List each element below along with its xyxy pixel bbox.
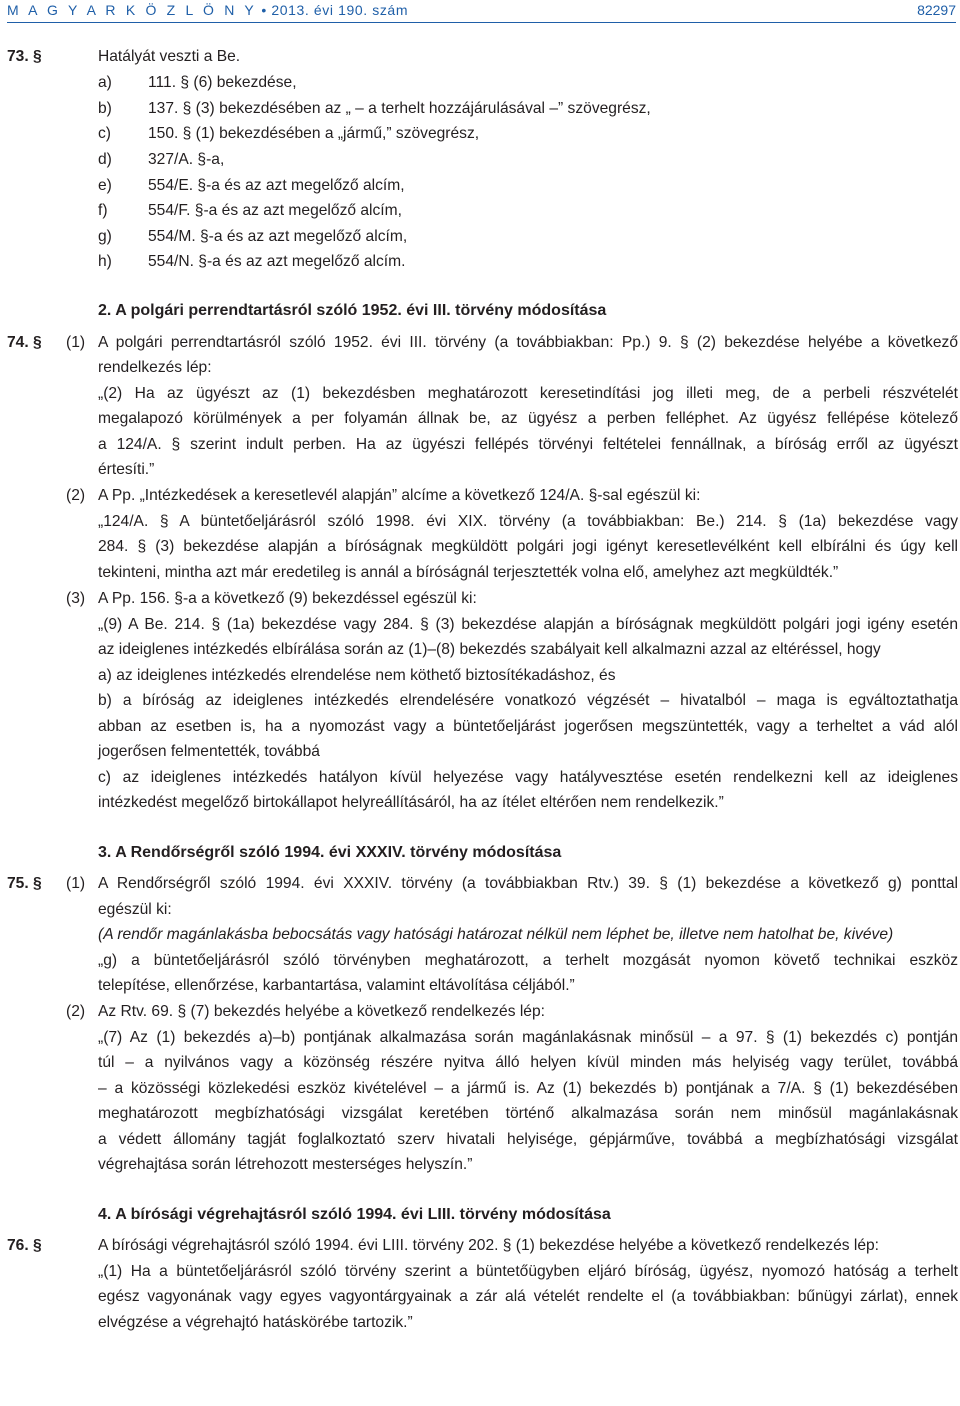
journal-title: M A G Y A R K Ö Z L Ö N Y [7, 2, 257, 18]
item-letter-d: d) [98, 151, 112, 168]
section-76-number: 76. § [7, 1237, 42, 1254]
item-text-g: 554/M. §-a és az azt megelőző alcím, [148, 228, 408, 245]
section-75-number: 75. § [7, 875, 42, 892]
s74-p2-quote2: 284. § (3) bekezdése alapján a bíróságnak megküldött polgári jogi igényt keresetlevélként kell elbírálni és úgy kell [98, 538, 958, 555]
s76-quote1: „(1) Ha a büntetőeljárásról szóló törvény szerint a büntetőügyben eljáró bíróság, ügyész, nyomozó hatóság a terhelt [98, 1263, 958, 1280]
page-header [7, 0, 956, 23]
s74-p1-quote3: a 124/A. § szerint indult perben. Ha az ügyészi fellépés törvényi feltételei fennállnak, a bíróság erről az ügyészt [98, 436, 958, 453]
item-text-h: 554/N. §-a és az azt megelőző alcím. [148, 253, 406, 270]
paragraph-label-74-3: (3) [66, 590, 86, 607]
item-letter-c: c) [98, 125, 111, 142]
chapter-heading-2: 2. A polgári perrendtartásról szóló 1952. évi III. törvény módosítása [98, 302, 607, 319]
item-text-f: 554/F. §-a és az azt megelőző alcím, [148, 202, 402, 219]
chapter-heading-4: 4. A bírósági végrehajtásról szóló 1994. évi LIII. törvény módosítása [98, 1206, 611, 1223]
s74-p1-quote1: „(2) Ha az ügyészt az (1) bekezdésben meghatározott keresetindítási jog illeti meg, de a perbeli részvételét [98, 385, 958, 402]
s75-p2-quote1: „(7) Az (1) bekezdés a)–b) pontjának alkalmazása során magánlakásnak minősül – a 97. § (1) bekezdés c) pontján [98, 1029, 958, 1046]
s75-p1-quote2: telepítése, ellenőrzése, karbantartása, valamint eltávolítása céljából.” [98, 977, 575, 994]
s74-p3-quote2: az ideiglenes intézkedés elbírálása során az (1)–(8) bekezdés szabályait kell alkalmazni azzal az eltéréssel, hogy [98, 641, 881, 658]
s76-quote2: egész vagyonának vagy egyes vagyontárgyainak a zár alá vételét rendelte el (a továbbiakban: bűnügyi zárlat), ennek [98, 1288, 958, 1305]
item-letter-b: b) [98, 100, 112, 117]
item-text-b: 137. § (3) bekezdésében az „ – a terhelt hozzájárulásával –” szövegrész, [148, 100, 651, 117]
s75-p2-quote3: – a közösségi közlekedési eszköz kivételével – a jármű is. Az (1) bekezdés b) pontjának a 7/A. § (1) bekezdésében [98, 1080, 958, 1097]
item-text-a: 111. § (6) bekezdése, [148, 74, 297, 91]
section-73-intro: Hatályát veszti a Be. [98, 48, 241, 65]
paragraph-label-74-1: (1) [66, 334, 86, 351]
paragraph-label-74-2: (2) [66, 487, 86, 504]
header-journal-issue [7, 2, 408, 18]
s75-p2-quote2: túl – a nyilvános vagy a közönség részére nyitva álló helyen kívül minden más helyiség vagy terület, továbbá [98, 1054, 958, 1071]
s76-line1: A bírósági végrehajtásról szóló 1994. évi LIII. törvény 202. § (1) bekezdése helyébe a következő rendelkezés lép: [98, 1237, 880, 1254]
item-letter-e: e) [98, 177, 112, 194]
item-letter-g: g) [98, 228, 112, 245]
s74-p1-line2: rendelkezés lép: [98, 359, 212, 376]
item-text-d: 327/A. §-a, [148, 151, 225, 168]
s74-p1-quote2: megalapozó körülmények a per folyamán állnak be, az ügyész a perben felléphet. Az ügyész fellépése kötelező [98, 410, 958, 427]
s75-p1-line2: egészül ki: [98, 901, 172, 918]
chapter-heading-3: 3. A Rendőrségről szóló 1994. évi XXXIV. törvény módosítása [98, 844, 562, 861]
s75-p1-line1: A Rendőrségről szóló 1994. évi XXXIV. törvény (a továbbiakban Rtv.) 39. § (1) bekezdése a következő g) ponttal [98, 875, 958, 892]
item-letter-h: h) [98, 253, 112, 270]
s74-p3-quote7: c) az ideiglenes intézkedés hatályon kívül helyezése vagy hatályvesztése esetén rendelkezni kell az ideiglenes [98, 769, 958, 786]
paragraph-label-75-1: (1) [66, 875, 86, 892]
issue-label: • 2013. évi 190. szám [261, 2, 409, 18]
section-73-number: 73. § [7, 48, 42, 65]
s75-p2-line1: Az Rtv. 69. § (7) bekezdés helyébe a következő rendelkezés lép: [98, 1003, 545, 1020]
s74-p3-quote3: a) az ideiglenes intézkedés elrendelése nem köthető biztosítékadáshoz, és [98, 667, 616, 684]
s74-p2-quote3: tekinteni, mintha azt már eredetileg is annál a bíróságnál terjesztették volna elő, amelyhez azt megküldték.” [98, 564, 839, 581]
s74-p3-quote4: b) a bíróság az ideiglenes intézkedés elrendelésére vonatkozó végzését – hivatalból – maga is egváltoztathatja [98, 692, 958, 709]
page-number: 82297 [917, 2, 956, 18]
s74-p3-line1: A Pp. 156. §-a a következő (9) bekezdéssel egészül ki: [98, 590, 477, 607]
s74-p1-quote4: értesíti.” [98, 461, 155, 478]
s74-p3-quote8: intézkedést megelőző birtokállapot helyreállításáról, ha az ítélet eltérően nem rendelkezik.” [98, 794, 724, 811]
s75-p2-quote5: a védett állomány tagját foglalkoztató szerv hivatali helyisége, gépjárműve, továbbá a megbízhatósági vizsgálat [98, 1131, 958, 1148]
paragraph-label-75-2: (2) [66, 1003, 86, 1020]
s74-p2-quote1: „124/A. § A büntetőeljárásról szóló 1998. évi XIX. törvény (a továbbiakban: Be.) 214. § (1a) bekezdése vagy [98, 513, 958, 530]
s75-p2-quote6: végrehajtása során létrehozott mesterséges helyszín.” [98, 1156, 473, 1173]
item-text-c: 150. § (1) bekezdésében a „jármű,” szövegrész, [148, 125, 480, 142]
s75-p2-quote4: meghatározott megbízhatósági vizsgálat keretében történő alkalmazása során nem minősül magánlakásnak [98, 1105, 958, 1122]
s74-p3-quote5: abban az esetben is, ha a nyomozást vagy a büntetőeljárást jogerősen megszüntették, vagy a terheltet a vád alól [98, 718, 958, 735]
s75-p1-italic-context: (A rendőr magánlakásba bebocsátás vagy hatósági határozat nélkül nem léphet be, illetve nem hatolhat be, kivéve) [98, 926, 894, 943]
s74-p3-quote6: jogerősen felmentették, továbbá [98, 743, 320, 760]
section-74-number: 74. § [7, 334, 42, 351]
item-letter-f: f) [98, 202, 108, 219]
item-letter-a: a) [98, 74, 112, 91]
item-text-e: 554/E. §-a és az azt megelőző alcím, [148, 177, 405, 194]
s74-p1-line1: A polgári perrendtartásról szóló 1952. évi III. törvény (a továbbiakban: Pp.) 9. § (2) bekezdése helyébe a következő [98, 334, 958, 351]
s74-p2-line1: A Pp. „Intézkedések a keresetlevél alapján” alcíme a következő 124/A. §-sal egészül ki: [98, 487, 701, 504]
s76-quote3: elvégzése a végrehajtó hatáskörébe tartozik.” [98, 1314, 413, 1331]
s74-p3-quote1: „(9) A Be. 214. § (1a) bekezdése vagy 284. § (3) bekezdése alapján a bíróságnak megküldött polgári jogi igény esetén [98, 616, 958, 633]
s75-p1-quote1: „g) a büntetőeljárásról szóló törvényben meghatározott, a terhelt mozgását nyomon követő technikai eszköz [98, 952, 958, 969]
